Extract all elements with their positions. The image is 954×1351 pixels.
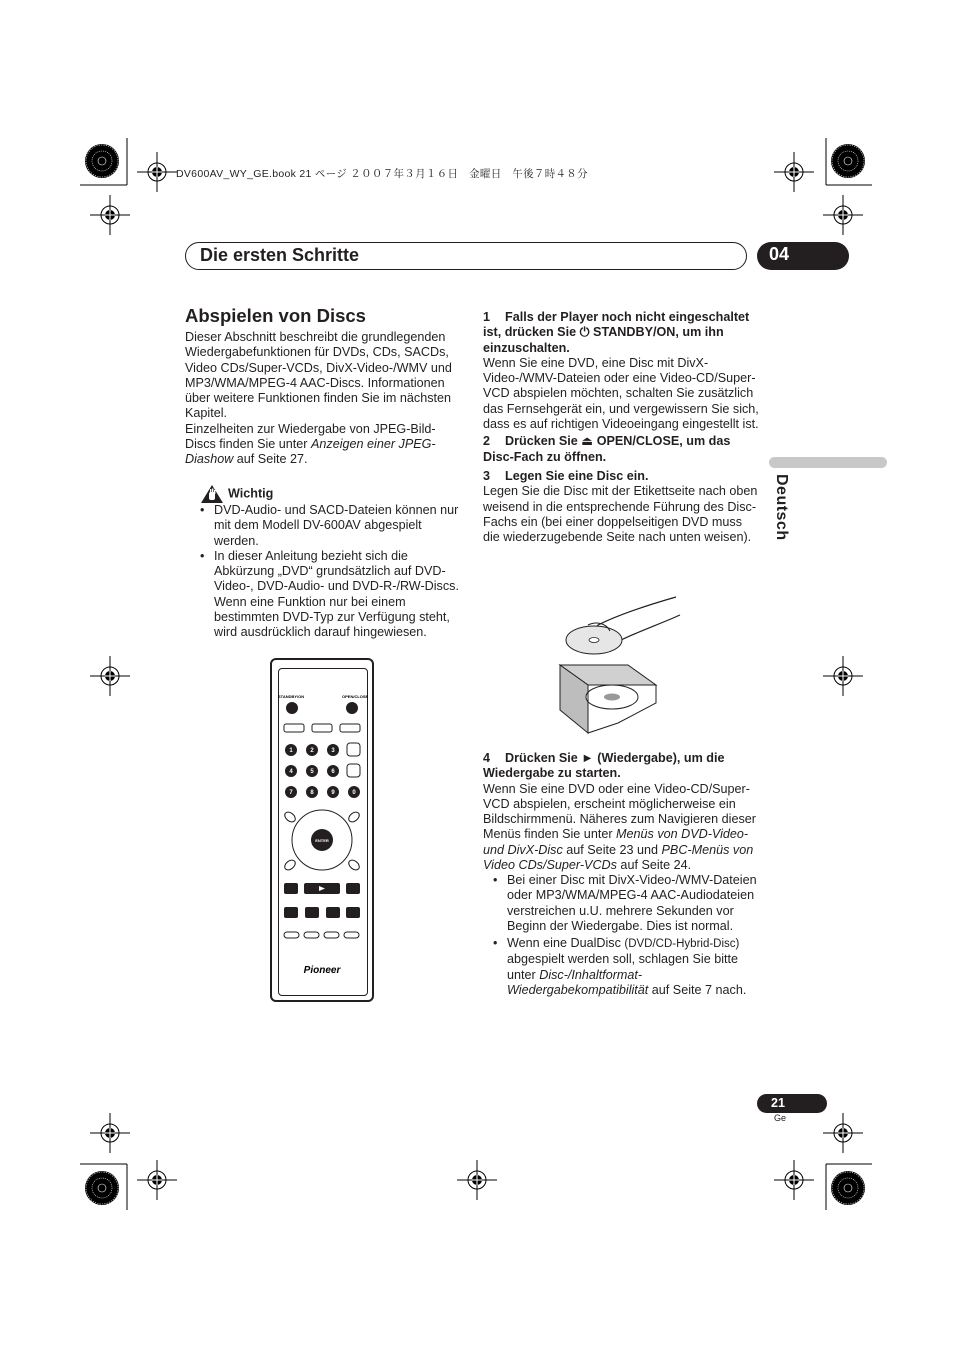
svg-text:6: 6 bbox=[331, 769, 335, 775]
jpeg-paragraph: Einzelheiten zur Wiedergabe von JPEG-Bild-Discs finden Sie unter Anzeigen einer JPEG-Diashow auf Seite 27. bbox=[185, 421, 436, 467]
remote-buttons bbox=[272, 660, 376, 1004]
language-tab bbox=[766, 474, 796, 570]
open-close-label: OPEN/CLOSE bbox=[342, 694, 369, 699]
page-number-badge bbox=[757, 1094, 827, 1113]
important-title: Wichtig bbox=[228, 486, 274, 501]
list-item: • Bei einer Disc mit DivX-Video-/WMV-Dateien oder MP3/WMA/MPEG-4 AAC-Audiodateien verstreichen u.U. mehrere Sekunden vor Beginn der Wiedergabe. Dies ist normal. bbox=[485, 873, 761, 934]
step-1-text: Wenn Sie eine DVD, eine Disc mit DivX-Video-/WMV-Dateien oder eine Video-CD/Super-VCD abspielen möchten, schalten Sie zusätzlich das Fernsehgerät ein, und vergewissern Sie sich, dass es auf richtigen Videoeingang eingestellt ist. bbox=[483, 355, 759, 432]
remote-control-illustration bbox=[270, 658, 374, 1002]
enter-label: ENTER bbox=[315, 838, 329, 843]
menu-link-dvd: Menüs von DVD-Video- und DivX-Disc bbox=[483, 827, 749, 857]
list-item: • In dieser Anleitung bezieht sich die Abkürzung „DVD“ grundsätzlich auf DVD-Video-, DVD-Audio- und DVD-R-/RW-Discs. Wenn eine Funktion nur bei einem bestimmten DVD-Typ zur Verfügung steht, wird ausdrücklich darauf hingewiesen. bbox=[192, 549, 464, 641]
chapter-header bbox=[185, 242, 747, 270]
menu-link-pbc: PBC-Menüs von Video CDs/Super-VCDs bbox=[483, 842, 754, 873]
jpeg-link: Anzeigen einer JPEG-Diashow bbox=[185, 437, 436, 467]
brand-logo: Pioneer bbox=[303, 965, 341, 976]
warning-hand-icon bbox=[200, 484, 224, 504]
page-number: 21 bbox=[771, 1096, 785, 1110]
chapter-number-badge bbox=[757, 242, 849, 270]
compat-link: Disc-/Inhaltformat-Wiedergabekompatibilität bbox=[507, 967, 649, 998]
svg-text:5: 5 bbox=[310, 769, 314, 775]
svg-text:1: 1 bbox=[289, 748, 293, 754]
chapter-title: Die ersten Schritte bbox=[200, 245, 360, 265]
standby-label: STANDBY/ON bbox=[278, 694, 305, 699]
digit-keypad bbox=[285, 744, 360, 798]
intro-paragraph: Dieser Abschnitt beschreibt die grundlegenden Wiedergabefunktionen für DVDs, CDs, SACDs, Video CDs/Super-VCDs, DivX-Video-/WMV und MP3/WMA/MPEG-4 AAC-Discs. Informationen über weitere Funktionen finden Sie im nächsten Kapitel. bbox=[185, 330, 452, 421]
section-title: Abspielen von Discs bbox=[185, 305, 366, 326]
svg-text:0: 0 bbox=[352, 790, 356, 796]
important-list bbox=[192, 503, 464, 641]
list-item: • DVD-Audio- und SACD-Dateien können nur mit dem Modell DV-600AV abgespielt werden. bbox=[192, 503, 464, 549]
step-2: 2 Drücken Sie ⏏ OPEN/CLOSE, um das Disc-Fach zu öffnen. bbox=[483, 434, 731, 464]
svg-text:8: 8 bbox=[310, 790, 314, 796]
step-3: 3 Legen Sie eine Disc ein. bbox=[483, 468, 649, 483]
svg-text:9: 9 bbox=[331, 790, 335, 796]
step-4-block bbox=[483, 749, 761, 873]
step-3-text: Legen Sie die Disc mit der Etikettseite nach oben weisend in die entsprechende Führung des Disc-Fachs ein (bei einer doppelseitigen DVD muss die wiederzugebende Seite nach unten weisen). bbox=[483, 484, 758, 545]
step-1: 1 Falls der Player noch nicht eingeschaltet ist, drücken Sie ⏻ STANDBY/ON, um ihn einzuschalten. bbox=[483, 310, 750, 355]
svg-text:4: 4 bbox=[289, 769, 293, 775]
right-column bbox=[483, 308, 761, 545]
svg-text:2: 2 bbox=[310, 748, 314, 754]
list-item: • Wenn eine DualDisc (DVD/CD-Hybrid-Disc) abgespielt werden soll, schlagen Sie bitte unter Disc-/Inhaltformat-Wiedergabekompatibilität auf Seite 7 nach. bbox=[485, 936, 761, 998]
print-header: DV600AV_WY_GE.book 21 ページ ２００７年３月１６日 金曜日 午後７時４８分 bbox=[176, 168, 588, 180]
svg-text:7: 7 bbox=[289, 790, 293, 796]
left-column bbox=[185, 330, 461, 468]
standby-button bbox=[286, 702, 298, 714]
step-4: 4 Drücken Sie ► (Wiedergabe), um die Wiedergabe zu starten. bbox=[483, 751, 725, 781]
step-4-notes bbox=[485, 873, 761, 998]
language-tab-bar bbox=[769, 457, 887, 468]
language-label: Deutsch bbox=[773, 474, 790, 541]
page-language-code: Ge bbox=[774, 1113, 787, 1123]
svg-text:3: 3 bbox=[331, 748, 335, 754]
open-close-button bbox=[346, 702, 358, 714]
chapter-number: 04 bbox=[769, 244, 790, 264]
step-4-text: Wenn Sie eine DVD oder eine Video-CD/Super-VCD abspielen, erscheint möglicherweise ein Bildschirmmenü. Näheres zum Navigieren dieser Menüs finden Sie unter Menüs von DVD-Video- und DivX-Disc auf Seite 23 und PBC-Menüs von Video CDs/Super-VCDs auf Seite 24. bbox=[483, 781, 756, 873]
disc-insertion-illustration bbox=[558, 585, 688, 735]
important-heading bbox=[200, 484, 273, 504]
